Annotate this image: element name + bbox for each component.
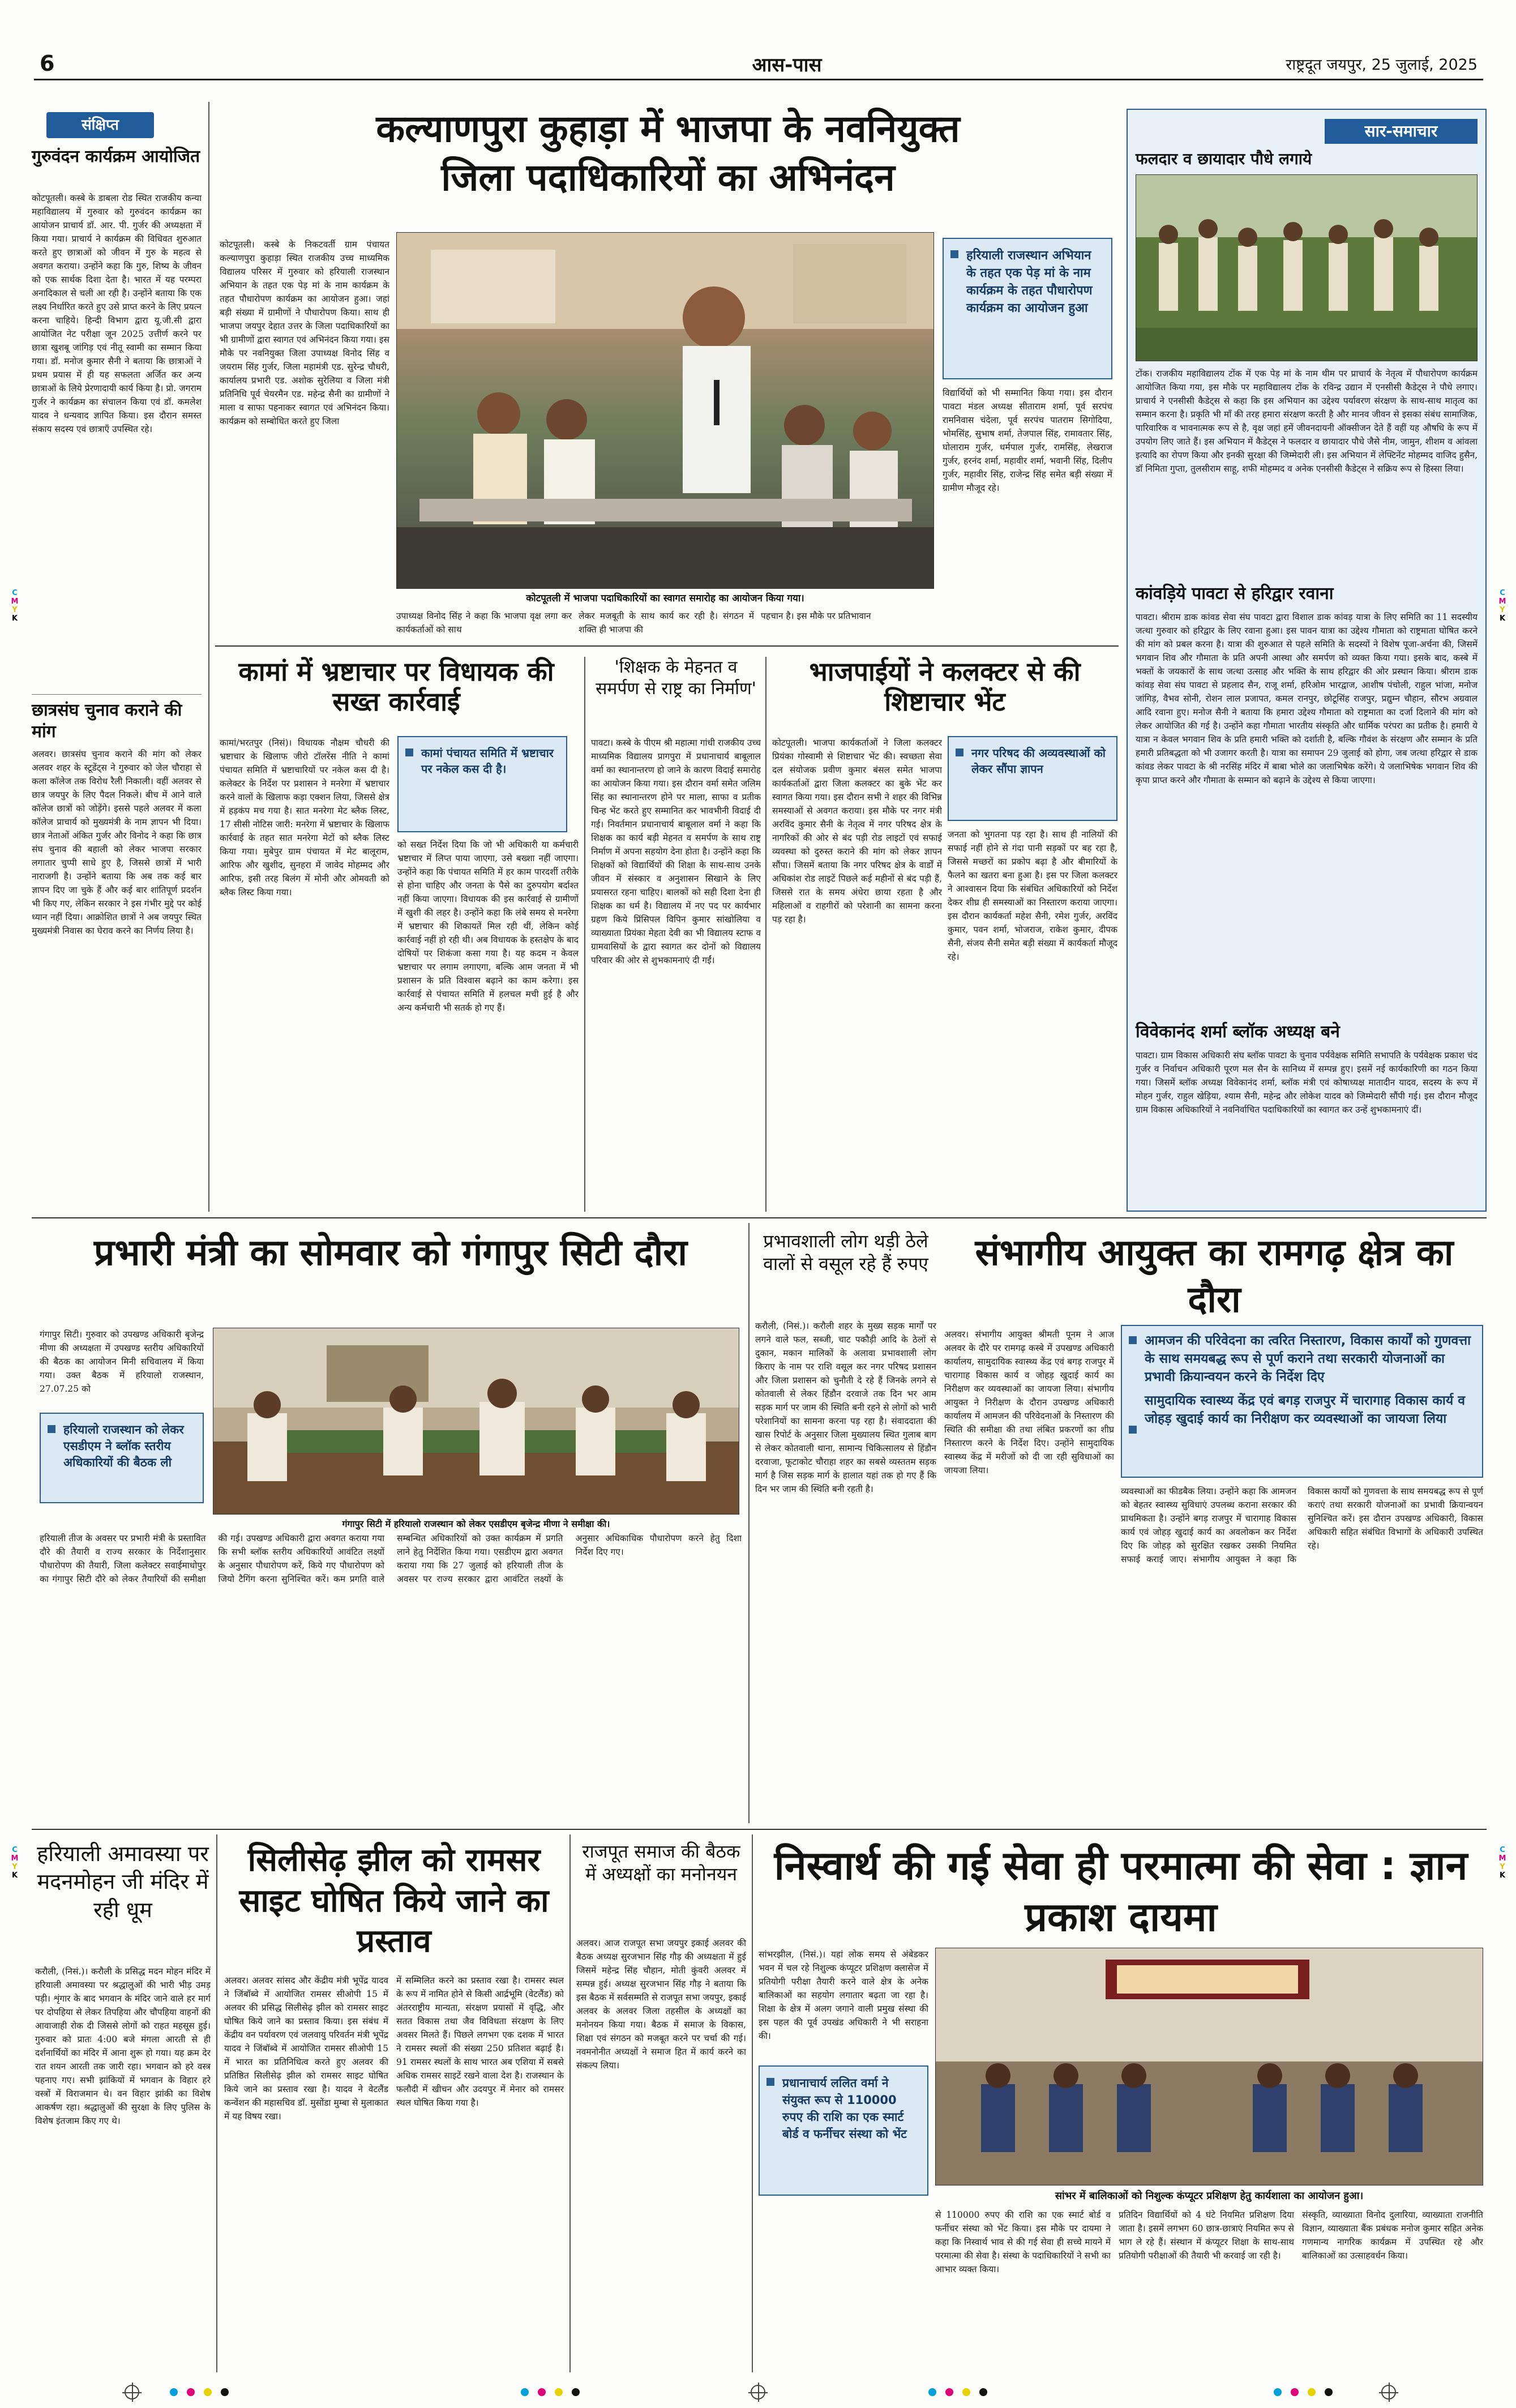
commissioner-body-2: व्यवस्थाओं का फीडबैक लिया। उन्होंने कहा कि आमजन को बेहतर स्वास्थ्य सुविधाएं उपलब्ध कराना सरकार की प्राथमिकता है। उन्होंने बगड़ राजपुर में चारागाह विकास कार्य एवं जोहड़ खुदाई कार्य का अवलोकन कर निर्देश दिए कि जोहड़ को सुरक्षित रखकर उसकी नियमित सफाई कराई जाए। संभागीय आयुक्त ने कहा कि विकास कार्यों को गुणवत्ता के साथ समयबद्ध रूप से पूर्ण कराएं तथा सरकारी योजनाओं का प्रभावी क्रियान्वयन सुनिश्चित करें। इस दौरान उपखण्ड अधिकारी, विकास अधिकारी सहित संबंधित विभागों के अधिकारी उपस्थित रहे। [1121,1486,1483,1564]
collector-body-1: कोटपूतली। भाजपा कार्यकर्ताओं ने जिला कलक्टर प्रियंका गोस्वामी से शिष्टाचार भेंट की। स्वच्छता सेवा दल संयोजक प्रवीण कुमार बंसल समेत भाजपा कार्यकर्ताओं द्वारा जिला कलक्टर का बुके भेंट कर स्वागत किया गया। इस दौरान सभी ने शहर की विभिन्न समस्याओं से अवगत कराया। इस मौके पर नगर मंत्री अरविंद कुमार सैनी के नेतृत्व में नगर परिषद क्षेत्र के नागरिकों की ओर से बंद पड़ी रोड लाइटों एवं सफाई व्यवस्था को दुरुस्त कराने की मांग को लेकर ज्ञापन सौंपा। जिसमें बताया कि नगर परिषद क्षेत्र के वार्डों में अधिकांश रोड लाइटें पिछले कई महीनों से बंद पड़ी हैं, जिससे रात के समय अंधेरा छाया रहता है और महिलाओं व राहगीरों को परेशानी का सामना करना पड़ रहा है। [772,738,942,925]
seva-body-3: प्रतिदिन विद्यार्थियों को 4 घंटे नियमित प्रशिक्षण दिया जाता है। इसमें लगभग 60 छात्र-छात्राएं नियमित रूप से भाग ले रहे हैं। संस्थान में कंप्यूटर शिक्षा के साथ-साथ प्रतियोगी परीक्षाओं की तैयारी भी करवाई जा रही है। [1119,2210,1294,2261]
lead-headline [215,108,1121,199]
temple-ramsar-rule [216,1834,217,2372]
sidebar-item1-body: टोंक। राजकीय महाविद्यालय टोंक में एक पेड़ मां के नाम थीम पर प्राचार्य के नेतृत्व में पौधारोपण कार्यक्रम आयोजित किया गया, इस मौके पर महाविद्यालय टोंक के रविन्द्र उद्यान में एनसीसी कैडेट्स ने पौधे लगाए। प्राचार्य ने एनसीसी कैडेट्स से कहा कि इस अभियान का उद्देश्य पर्यावरण संरक्षण के साथ-साथ मातृत्व का सम्मान करना है। प्रकृति भी माँ की तरह हमारा संरक्षण करती है और मानव जीवन से इसका संबंध सामाजिक, पारिवारिक व भावनात्मक रूप से है, वृक्ष जहां हमें जीवनदायनी ऑक्सीजन देते हैं वहीं यह औषधि के रूप में उपयोग लिए जाते हैं। इस अभियान में कैडेट्स ने फलदार व छायादार पौधे जैसे नीम, जामुन, शीशम व आंवला इत्यादि का रोपण किया और इनकी सुरक्षा की जिम्मेदारी ली। इस अभियान में लेफ्टिनेंट मोहम्मद वाजिद हुसैन, डॉ निमिता गुप्ता, तुलसीराम साहू, शफी मोहम्मद व अनेक एनसीसी कैडेट्स ने सक्रिय रूप से हिस्सा लिया। [1136,369,1478,474]
lead-column-4: पहचान है। इस मौके पर प्रतिभावान [761,611,871,621]
cmyk-marker-left-top: C M Y K [11,589,19,623]
seva-highlight-text: प्रधानाचार्य ललित वर्मा ने संयुक्त रूप से 110000 रुपए की राशि का एक स्मार्ट बोर्ड व फर्नीचर संस्था को भेंट [782,2076,907,2141]
lead-photo [396,232,934,589]
sidebar-photo-scene [1136,175,1478,361]
lead-bottom-rule [215,645,1119,647]
sidebar-tag: सार-समाचार [1325,119,1478,144]
mla-school-rule [584,657,585,1212]
minister-highlight-text: हरियालो राजस्थान को लेकर एसडीएम ने ब्लॉक स्तरीय अधिकारियों की बैठक ली [63,1423,184,1469]
ramsar-rajput-rule [569,1834,571,2372]
vendors-headline: प्रभावशाली लोग थड़ी ठेले वालों से वसूल रहे हैं रुपए [763,1230,928,1274]
seva-body-2: से 110000 रुपए की राशि का एक स्मार्ट बोर्ड व फर्नीचर संस्था को भेंट किया। इस मौके पर दायमा ने कहा कि निस्वार्थ भाव से की गई सेवा ही सच्चे मायने में परमात्मा की सेवा है। संस्था के पदाधिकारियों ने सभी का आभार व्यक्त किया। [935,2210,1111,2274]
commissioner-body-1: अलवर। संभागीय आयुक्त श्रीमती पूनम ने आज अलवर के दौरे पर रामगढ़ कस्बे में उपखण्ड अधिकारी कार्यालय, सामुदायिक स्वास्थ्य केंद्र एवं बगड़ राजपुर में चारागाह विकास कार्य व जोहड़ खुदाई कार्य का निरीक्षण कर व्यवस्थाओं का जायजा लिया। संभागीय आयुक्त ने निरीक्षण के दौरान उपखण्ड अधिकारी कार्यालय में आमजन की परिवेदनाओं के निस्तारण की स्थिति की समीक्षा की तथा लंबित प्रकरणों का शीघ्र निस्तारण करने के निर्देश दिए। उन्होंने सामुदायिक स्वास्थ्य केंद्र में मरीजों को दी जा रही सुविधाओं का जायजा लिया। [944,1329,1114,1475]
ramsar-headline: सिलीसेढ़ झील को रामसर साइट घोषित किये जाने का प्रस्ताव [239,1842,549,1960]
collector-highlight-box [948,736,1117,821]
sidebar-item2-body: पावटा। श्रीराम डाक कांवड सेवा संघ पावटा द्वारा विशाल डाक कांवड़ यात्रा के लिए समिति का 11 सदस्यीय जत्था गुरुवार को हरिद्वार के लिए रवाना हुआ। इस पावन यात्रा का उद्देश्य गौमाता को राष्ट्रमाता घोषित करने की मांग को प्रबल करना है। यात्रा की शुरुआत से पहले समिति के सदस्यों ने विशेष पूजा-अर्चना की, जिसमें भगवान शिव और गौमाता के प्रति अपनी आस्था और समर्पण को व्यक्त किया गया। इसके बाद, कस्बे में भक्तों के जयकारों के साथ जत्था उत्साह और भक्ति के साथ हरिद्वार की ओर प्रस्थान किया। श्रीराम डाक कांवड़ सेवा संघ पावटा से प्रहलाद सैन, राजू शर्मा, हरिओम भारद्वाज, आशीष पंचोली, राहुल भांजा, मनोज जांगिड़, वैभव सोनी, रोशन लाल प्रजापत, कमल रानपुर, छोटूसिंह राजपुर, प्रद्युम्न चौहान, सौरभ अग्रवाल आदि रवाना हुए। मनोज सैनी ने बताया कि हमारा उद्देश्य गौमाता को राष्ट्रमाता का दर्जा दिलाने की मांग को लेकर आयोजित की गई है। उन्होंने कहा गौमाता भारतीय संस्कृति और धार्मिक परंपरा का प्रतीक है। हमारी ये यात्रा न केवल भगवान शिव के प्रति हमारी भक्ति को दर्शाती है, बल्कि गौवंश के संरक्षण और सम्मान के प्रति हमारी प्रतिबद्धता को भी उजागर करती है। यात्रा का समापन 29 जुलाई को होगा, जब जत्था हरिद्वार से डाक कांवड लेकर पावटा के श्री नरसिंह मंदिर में बाबा भोले का जलाभिषेक करेंगे। ये जलाभिषेक भगवान शिव की कृपा प्राप्त करने और गौमाता के सम्मान को बढ़ाने के उद्देश्य से किया जाएगा। [1136,612,1478,785]
ramsar-body-1: अलवर। अलवर सांसद और केंद्रीय मंत्री भूपेंद्र यादव ने जिंबॉब्वे में आयोजित रामसर सीओपी 15 में अलवर की प्रसिद्ध सिलीसेढ़ झील को रामसर साइट घोषित किये जाने का प्रस्ताव किया। इस संबंध में केंद्रीय वन पर्यावरण एवं जलवायु परिवर्तन मंत्री भूपेंद्र यादव ने जिंबॉब्वे में आयोजित रामसर सीओपी 15 में भारत का प्रतिनिधित्व करते हुए अलवर की प्रतिष्ठित सिलीसेढ़ झील को रामसर साइट घोषित किये जाने का प्रस्ताव रखा है। यादव ने वेटलैंड कन्वेंशन की महासचिव डॉ. मुसोंडा मुम्बा से मुलाकात में यह विषय रखा। [224,1975,388,2122]
lead-highlight-text: हरियाली राजस्थान अभियान के तहत एक पेड़ मां के नाम कार्यक्रम के तहत पौधारोपण कार्यक्रम का आयोजन हुआ [966,249,1093,315]
brief2-title: छात्रसंघ चुनाव कराने की मांग [32,700,182,742]
temple-headline: हरियाली अमावस्या पर मदनमोहन जी मंदिर में रही धूम [37,1841,209,1922]
rajput-seva-rule [752,1834,753,2372]
mla-body-1: कामां/भरतपुर (निसं)। विधायक नौक्षम चौधरी की भ्रष्टाचार के खिलाफ जीरो टॉलरेंस नीति ने कामां पंचायत समिति में भ्रष्टाचारियों पर नकेल कस दी है। कलेक्टर के निर्देश पर प्रशासन ने मनरेगा में भ्रष्टाचार करने वालों के खिलाफ कड़ा एक्शन लिया, जिससे क्षेत्र में हड़कंप मच गया है। सात मनरेगा मेट ब्लैक लिस्ट, 17 सीसी नोटिस जारी: मनरेगा में भ्रष्टाचार के खिलाफ कार्रवाई के तहत सात मनरेगा मेटों को ब्लैक लिस्ट किया गया। मुबेपुर ग्राम पंचायत में मेट बालूराम, आरिफ और खुशीद, सुनहरा में जावेद मोहम्मद और आरिफ, इसी तरह बिलंग में मोनी और ओमवती को ब्लैक लिस्ट किया गया। [220,738,389,897]
seva-body-4: संस्कृति, व्याख्याता विनोद दुलारिया, व्याख्याता राजनीति विज्ञान, व्याख्याता बैंक प्रबंधक मनोज कुमार सहित अनेक गणमान्य नागरिक कार्यक्रम में उपस्थित रहे और बालिकाओं का उत्साहवर्धन किया। [1302,2210,1483,2261]
mla-highlight-text: कामां पंचायत समिति में भ्रष्टाचार पर नकेल कस दी है। [421,746,554,776]
sidebar-item3-title: विवेकानंद शर्मा ब्लॉक अध्यक्ष बने [1136,1022,1340,1042]
mla-highlight-box [397,736,567,832]
lead-highlight-box [943,238,1112,379]
commissioner-headline: संभागीय आयुक्त का रामगढ़ क्षेत्र का दौरा [975,1232,1454,1321]
sidebar-photo [1136,174,1478,361]
minister-photo-caption: गंगापुर सिटी में हरियालो राजस्थान को लेकर एसडीएम बृजेन्द्र मीणा ने समीक्षा की। [342,1519,610,1529]
lead-column-3: लेकर मजबूती के साथ कार्य कर रही है। संगठन में शक्ति ही भाजपा की [579,611,754,635]
temple-body: करौली, (निसं.)। करौली के प्रसिद्ध मदन मोहन मंदिर में हरियाली अमावस्या पर श्रद्धालुओं की भारी भीड़ उमड़ पड़ी। शृंगार के बाद भगवान के मंदिर जाने वाले हर मार्ग पर दोपहिया से लेकर तिपहिया और चौपहिया वाहनों की आवाजाही रोक दी जिससे लोगों को राहत महसूस हुई। गुरुवार को प्रातः 4:00 बजे मंगला आरती से ही दर्शनार्थियों का मंदिर में आना शुरू हो गया। यह क्रम देर रात शयन आरती तक जारी रहा। भगवान को हरे वस्त्र पहनाए गए। सभी झांकियों में भगवान के विहार हरे वस्त्रों में विराजमान थे। वन विहार झांकी का विशेष आकर्षण रहा। श्रद्धालुओं की सुरक्षा के लिए पुलिस के विशेष इंतजाम किए गए थे। [35,1966,211,2126]
color-dot-yellow [204,2388,212,2396]
color-dot-black [979,2388,987,2396]
sidebar-item3-body: पावटा। ग्राम विकास अधिकारी संघ ब्लॉक पावटा के चुनाव पर्यवेक्षक समिति सभापति के पर्यवेक्षक प्रकाश चंद गुर्जर व निर्वाचन अधिकारी पूरण मल सैन के सानिध्य में सम्पन्न हुए। इसमें नई कार्यकारिणी का गठन किया गया। जिसमें ब्लॉक अध्यक्ष विवेकानंद शर्मा, ब्लॉक मंत्री एवं कोषाध्यक्ष मातादीन यादव, सदस्य के रूप में मोहन गुर्जर, राहुल खेड़िया, श्याम सैनी, महेन्द्र और लोकेश यादव को जिम्मेदारी सौंपी गई। इस दौरान मौजूद ग्राम विकास अधिकारियों ने नवनिर्वाचित पदाधिकारियों का स्वागत कर उन्हें शुभकामनाएं दीं। [1136,1050,1478,1115]
page-number: 6 [40,51,55,76]
seva-photo-caption: सांभर में बालिकाओं को निशुल्क कंप्यूटर प्रशिक्षण हेतु कार्यशाला का आयोजन हुआ। [1055,2190,1364,2202]
collector-highlight-text: नगर परिषद की अव्यवस्थाओं को लेकर सौंपा ज्ञापन [971,746,1106,776]
sidebar-item1-title: फलदार व छायादार पौधे लगाये [1136,149,1312,168]
registration-mark-left [125,2385,139,2400]
registration-mark-center [751,2385,765,2400]
section-title: आस-पास [752,54,822,76]
middle-bottom-rule [32,1217,1487,1218]
commissioner-highlight-1: आमजन की परिवेदना का त्वरित निस्तारण, विकास कार्यों को गुणवत्ता के साथ समयबद्ध रूप से पूर्ण कराने तथा सरकारी योजनाओं का प्रभावी क्रियान्वयन करने के निर्देश दिए [1145,1333,1471,1384]
color-dot-yellow [1308,2388,1316,2396]
minister-highlight-box [40,1413,204,1503]
row3-bottom-rule [32,1829,1487,1830]
bullet-square-icon [950,250,958,258]
cmyk-marker-right-bottom: C M Y K [1498,1846,1506,1880]
paper-date: राष्ट्रदूत जयपुर, 25 जुलाई, 2025 [1286,56,1478,74]
cmyk-marker-left-bottom: C M Y K [11,1846,19,1880]
minister-headline: प्रभारी मंत्री का सोमवार को गंगापुर सिटी दौरा [94,1232,687,1274]
color-dot-yellow [555,2388,563,2396]
commissioner-highlight-box [1121,1325,1483,1478]
mla-headline: कामां में भ्रष्टाचार पर विधायक की सख्त कार्रवाई [238,657,554,717]
vendors-body: करौली, (निसं.)। करौली शहर के मुख्य सड़क मार्गों पर लगने वाले फल, सब्जी, चाट पकौड़ी आदि के ठेलों से दुकान, मकान मालिकों के अलावा प्रभावशाली लोग किराए के नाम पर राशि वसूल कर नगर परिषद प्रशासन और जिला प्रशासन को चुनौती दे रहे हैं जिनके लगने से कोतवाली से लेकर हिंडौन दरवाजे तक दिन भर आम सड़क मार्ग पर जाम की स्थिति बनी रहने से लोगों को भारी परेशानियों का सामना करना पड़ रहा है। संवाददाता की खास रिपोर्ट के अनुसार जिला मुख्यालय स्थित गुलाब बाग से लेकर कोतवाली थाना, सामान्य चिकित्सालय से हिंडौन दरवाजा, फूटाकोट चौराहा शहर का सबसे व्यस्ततम सड़क मार्ग है जिस सड़क मार्ग के हालात यहां तक हो गए हैं कि दिन भर जाम की स्थिति बनी रहती है। [755,1321,936,1494]
minister-body: हरियाली तीज के अवसर पर प्रभारी मंत्री के प्रस्तावित दौरे की तैयारी व राज्य सरकार के निर्देशानुसार पौधारोपण की तैयारी, जिला कलेक्टर सवाईमाधोपुर का गंगापुर सिटी दौरे को लेकर तैयारियों की समीक्षा की गई। उपखण्ड अधिकारी द्वारा अवगत कराया गया कि सभी ब्लॉक स्तरीय अधिकारियों आवंटित लक्ष्यों के अनुसार पौधारोपण करें, किये गए पौधारोपण को जियो टैगिंग करना सुनिश्चित करें। कम प्रगति वाले सम्बन्धित अधिकारियों को उक्त कार्यक्रम में प्रगति लाने हेतु निर्देशित किया गया। एसडीएम द्वारा अवगत कराया गया कि 27 जुलाई को हरियाली तीज के अवसर पर राज्य सरकार द्वारा आवंटित लक्ष्यों के अनुसार अधिकाधिक पौधारोपण करने हेतु दिशा निर्देश दिए गए। [40,1533,742,1584]
rajput-body: अलवर। आज राजपूत सभा जयपुर इकाई अलवर की बैठक अध्यक्ष सुरजभान सिंह गौड़ की अध्यक्षता में हुई जिसमें महेन्द्र सिंह चौहान, मोती कुंवरी अलवर में सम्पन्न हुई। अध्यक्ष सुरजभान सिंह गौड़ ने बताया कि इस बैठक में सर्वसम्मति से राजपूत सभा जयपुर, इकाई अलवर के अलवर जिला तहसील के अध्यक्षों का मनोनयन किया गया। बैठक में समाज के विकास, शिक्षा एवं संगठन को मजबूत करने पर चर्चा की गई। नवमनोनीत अध्यक्षों ने समाज हित में कार्य करने का संकल्प लिया। [576,1938,746,2071]
brief-divider [32,694,202,695]
bullet-square-icon [956,749,963,756]
briefs-column-rule [208,102,209,1212]
color-dot-black [572,2388,580,2396]
bullet-square-icon [1129,1336,1137,1344]
bullet-square-icon [766,2078,774,2086]
school-body: पावटा। कस्बे के पीएम श्री महात्मा गांधी राजकीय उच्च माध्यमिक विद्यालय प्रागपुरा में प्रधानाचार्य बाबूलाल वर्मा का स्थानान्तरण हो जाने के कारण विदाई समारोह का आयोजन किया गया। इस दौरान वर्मा समेत जलिम सिंह का स्थानान्तरण होने पर माला, साफा व प्रतीक चिन्ह भेंट करते हुए सम्मानित कर भावभीनी विदाई दी गई। निवर्तमान प्रधानाचार्य बाबूलाल वर्मा ने कहा कि शिक्षक का कार्य बड़ी मेहनत व समर्पण के साथ राष्ट्र निर्माण में अपना सहयोग देना होता है। उन्होंने कहा कि शिक्षकों को विद्यार्थियों की शिक्षा के साथ-साथ उनके जीवन में संस्कार व अनुशासन सिखाने के लिए प्रयासरत रहना चाहिए। बालकों को सही दिशा देना ही शिक्षक का धर्म है। विद्यालय में नए पद पर कार्यभार ग्रहण किये प्रिंसिपल विपिन कुमार सांखोलिया व व्याख्याता प्रियंका मेहता देवी का भी विद्यालय स्टाफ व ग्रामवासियों के द्वारा स्वागत कर दोनों को विद्यालय परिवार की ओर से शुभकामनाएं दी गईं। [591,738,761,965]
color-dot-magenta [1291,2388,1299,2396]
color-dot-magenta [187,2388,195,2396]
collector-body-2: जनता को भुगतना पड़ रहा है। साथ ही नालियों की सफाई नहीं होने से गंदा पानी सड़कों पर बह रहा है, जिससे मच्छरों का प्रकोप बढ़ा है और बीमारियों के फैलने का खतरा बना हुआ है। इस पर जिला कलक्टर ने आश्वासन दिया कि संबंधित अधिकारियों को निर्देश देकर शीघ्र ही समस्याओं का निस्तारण कराया जाएगा। इस दौरान कार्यकर्ता महेश सैनी, रमेश गुर्जर, अरविंद कुमार, पवन शर्मा, भोजराज, राकेश कुमार, दीपक सैनी, संजय सैनी समेत बड़ी संख्या में कार्यकर्ता मौजूद रहे। [948,829,1117,962]
mla-body-2: को सख्त निर्देश दिया कि जो भी अधिकारी या कर्मचारी भ्रष्टाचार में लिप्त पाया जाएगा, उसे बख्शा नहीं जाएगा। उन्होंने कहा कि पंचायत समिति में हर काम पारदर्शी तरीके से होना चाहिए और जनता के पैसे का दुरुपयोग बर्दाश्त नहीं किया जाएगा। विधायक की इस कार्रवाई से ग्रामीणों में खुशी की लहर है। उन्होंने कहा कि लंबे समय से मनरेगा में भ्रष्टाचार की शिकायतें मिल रही थीं, लेकिन कोई कार्रवाई नहीं हो रही थी। अब विधायक के हस्तक्षेप के बाद दोषियों पर शिकंजा कसा गया है। यह कदम न केवल भ्रष्टाचार पर लगाम लगाएगा, बल्कि आम जनता में भी प्रशासन के प्रति विश्वास बढ़ाने का काम करेगा। इस कार्रवाई से पंचायत समिति में हलचल मची हुई है और अन्य कर्मचारी भी सतर्क हो गए हैं। [397,840,579,1013]
color-dot-black [1325,2388,1333,2396]
bullet-square-icon [1129,1426,1137,1434]
color-dot-magenta [945,2388,953,2396]
cmyk-marker-right-top: C M Y K [1498,589,1506,623]
bullet-square-icon [405,749,413,756]
lead-column-2: उपाध्यक्ष विनोद सिंह ने कहा कि भाजपा वृक्ष लगा कर कार्यकर्ताओं को साथ [396,611,572,635]
sidebar-item2-title: कांवड़िये पावटा से हरिद्वार रवाना [1136,584,1334,604]
rajput-headline: राजपूत समाज की बैठक में अध्यक्षों का मनोनयन [582,1841,740,1885]
color-dot-cyan [521,2388,529,2396]
color-dot-black [221,2388,229,2396]
brief2-body: अलवर। छात्रसंघ चुनाव कराने की मांग को लेकर अलवर शहर के स्टूडेंट्स ने गुरुवार को जेल चौराहा से कला कॉलेज तक विरोध रैली निकाली। वहीं अलवर से छात्र जयपुर के लिए पैदल निकले। बीच में आने वाले कॉलेज छात्रों को जोड़ेंगे। इससे पहले अलवर में कला कॉलेज प्राचार्य को मुख्यमंत्री के नाम ज्ञापन भी दिया। छात्र नेताओं अंकित गुर्जर और विनोद ने कहा कि छात्र संघ चुनाव की बहाली को लेकर भाजपा सरकार लगातार चुप्पी साधे हुए है, जिससे छात्रों में भारी नाराजगी है। उन्होंने बताया कि अब तक कई बार ज्ञापन दिए जा चुके हैं और कई बार शांतिपूर्ण प्रदर्शन भी किए गए, लेकिन सरकार ने इस गंभीर मुद्दे पर कोई ध्यान नहीं दिया। आक्रोशित छात्रों ने अब जयपुर स्थित मुख्यमंत्री निवास का घेराव करने का निर्णय लिया है। [32,749,202,936]
collector-headline: भाजपाईयों ने कलक्टर से की शिष्टाचार भेंट [809,657,1081,717]
minister-intro: गंगापुर सिटी। गुरुवार को उपखण्ड अधिकारी बृजेन्द्र मीणा की अध्यक्षता में उपखण्ड स्तरीय अधिकारियों की बैठक का आयोजन मिनी सचिवालय में किया गया। उक्त बैठक में हरियालो राजस्थान, 27.07.25 को [40,1329,204,1394]
commissioner-highlight-2: सामुदायिक स्वास्थ्य केंद्र एवं बगड़ राजपुर में चारागाह विकास कार्य व जोहड़ खुदाई कार्य का निरीक्षण कर व्यवस्थाओं का जायजा लिया [1145,1393,1465,1426]
color-dot-magenta [538,2388,546,2396]
minister-photo-scene [213,1328,739,1515]
lead-photo-scene [397,233,934,589]
brief1-title: गुरुवंदन कार्यक्रम आयोजित [32,147,200,166]
color-dot-cyan [928,2388,936,2396]
minister-vendors-rule [748,1223,750,1823]
bullet-square-icon [48,1425,55,1433]
color-dot-yellow [962,2388,970,2396]
color-dot-cyan [170,2388,178,2396]
seva-headline: निस्वार्थ की गई सेवा ही परमात्मा की सेवा : ज्ञान प्रकाश दायमा [774,1842,1468,1940]
briefs-label: संक्षिप्त [46,112,154,138]
seva-highlight-box [759,2065,928,2196]
brief1-body: कोटपूतली। कस्बे के डाबला रोड स्थित राजकीय कन्या महाविद्यालय में गुरुवार को गुरुवंदन कार्यक्रम का आयोजन प्राचार्य डॉ. आर. पी. गुर्जर की अध्यक्षता में किया गया। प्राचार्य ने कार्यक्रम की विधिवत शुरुआत करते हुए छात्राओं को जीवन में गुरु के महत्व से अवगत कराया। उन्होंने कहा कि गुरु, शिष्य के जीवन को एक सार्थक दिशा देता है। भारत में यह परम्परा अनादिकाल से चली आ रही है। उन्होंने बताया कि एक लक्ष्य निर्धारित करते हुए उसे प्राप्त करने के लिए प्रयत्न करना चाहिये। हिन्दी विभाग द्वारा यू.जी.सी द्वारा आयोजित नेट परीक्षा जून 2025 उत्तीर्ण करने पर छात्रा खुशबू जांगिड़ एवं नीतू स्वामी का सम्मान किया गया। डॉ. मनोज कुमार सैनी ने बताया कि छात्राओं ने प्रथम प्रयास में ही यह सफलता अर्जित कर अन्य छात्राओं के लिये प्रेरणादायी कार्य किया है। प्रो. जगराम गुर्जर ने कार्यक्रम का संचालन किया एवं डॉ. कमलेश यादव ने धन्यवाद ज्ञापित किया। इस दौरान समस्त संकाय सदस्य एवं छात्राएँ उपस्थित रहे। [32,193,202,434]
lead-column-5: विद्यार्थियों को भी सम्मानित किया गया। इस दौरान पावटा मंडल अध्यक्ष सीताराम शर्मा, पूर्व सरपंच रामनिवास चंदेला, पूर्व सरपंच पातराम सिगोदिया, भोमसिंह, सुभाष शर्मा, तेजपाल सिंह, रामावतार सिंह, घोलाराम गुर्जर, धर्मपाल गुर्जर, रामसिंह, लेखराज गुर्जर, हरनंद शर्मा, महावीर शर्मा, भवानी सिंह, दिलीप गुर्जर, महावीर सिंह, राजेन्द्र सिंह समेत बड़ी संख्या में ग्रामीण मौजूद रहे। [943,388,1112,493]
lead-headline-line2: जिला पदाधिकारियों का अभिनंदन [441,155,895,199]
lead-column-1: कोटपूतली। कस्बे के निकटवर्ती ग्राम पंचायत कल्याणपुरा कुहाड़ा स्थित राजकीय उच्च माध्यमिक विद्यालय परिसर में गुरुवार को हरियाली राजस्थान अभियान के तहत एक पेड़ मां के नाम कार्यक्रम के तहत पौधारोपण कार्यक्रम का आयोजन हुआ। जहां बड़ी संख्या में ग्रामीणों ने पौधारोपण किया। साथ ही भाजपा जयपुर देहात उत्तर के जिला पदाधिकारियों का भी ग्रामीणों द्वारा स्वागत एवं अभिनंदन किया गया। इस मौके पर नवनियुक्त जिला उपाध्यक्ष विनोद सिंह व जयराम सिंह गुर्जर, जिला महामंत्री एड. सुरेन्द्र चौधरी, कार्यालय प्रभारी एड. अशोक सुरेलिया व जिला मंत्री प्रतिनिधि पूर्व चेयरमैन एड. महेन्द्र सैनी का ग्रामीणों ने माला व साफा पहनाकर स्वागत एवं अभिनंदन किया। कार्यक्रम को सम्बोधित करते हुए जिला [220,239,389,426]
minister-photo [213,1328,739,1515]
page-header [34,46,1483,80]
school-collector-rule [765,657,766,1212]
lead-photo-caption: कोटपूतली में भाजपा पदाधिकारियों का स्वागत समारोह का आयोजन किया गया। [526,593,804,604]
lead-headline-line1: कल्याणपुरा कुहाड़ा में भाजपा के नवनियुक्त [376,108,960,151]
seva-photo-scene [936,1948,1483,2185]
color-dot-cyan [1274,2388,1282,2396]
registration-mark-right [1381,2385,1396,2400]
ramsar-body-2: में सम्मिलित करने का प्रस्ताव रखा है। रामसर स्थल के रूप में नामित होने से किसी आर्द्रभूमि (वेटलैंड) को अंतरराष्ट्रीय मान्यता, संरक्षण प्रयासों में वृद्धि, और सतत विकास तथा जैव विविधता संरक्षण के लिए अवसर मिलते हैं। पिछले लगभग एक दशक में भारत ने रामसर स्थलों की संख्या 250 प्रतिशत बढ़ाई है। 91 रामसर स्थलों के साथ भारत अब एशिया में सबसे अधिक रामसर साइटें रखने वाला देश है। राजस्थान के फलौदी में खीचन और उदयपुर में मेनार को रामसर स्थल घोषित किया गया है। [396,1975,564,2108]
school-headline: 'शिक्षक के मेहनत व समर्पण से राष्ट्र का निर्माण' [596,657,756,699]
seva-body-1: सांभरझील, (निसं.)। यहां लोक समय से अंबेडकर भवन में चल रहे निशुल्क कंप्यूटर प्रशिक्षण क्लासेज में प्रतियोगी परीक्षा तैयारी करने वाले क्षेत्र के अनेक बालिकाओं का सहयोग लगातार बढ़ता जा रहा है। शिक्षा के क्षेत्र में अलग जगाने वाली प्रमुख संस्था की इस पहल की पूर्व उपखंड अधिकारी ने भी सराहना की। [759,1949,928,2041]
seva-photo [935,1948,1483,2185]
